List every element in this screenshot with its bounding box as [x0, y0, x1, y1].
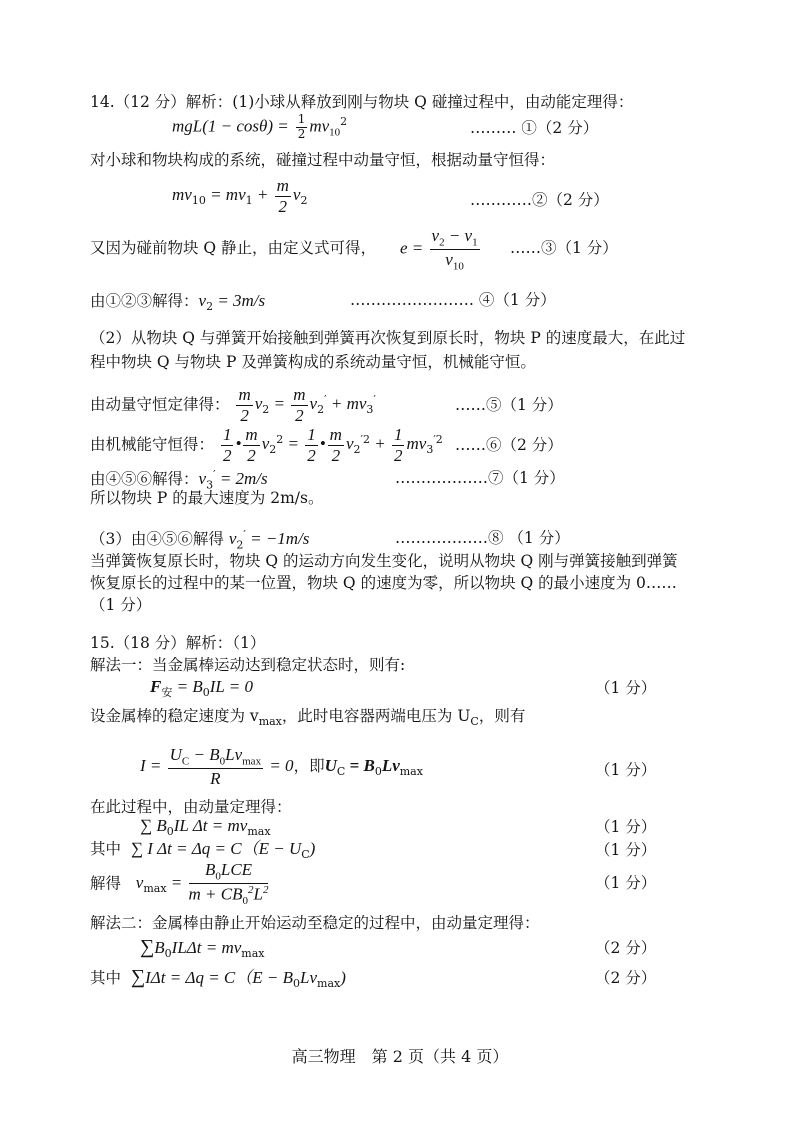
equation-f1: $F_安 = B_0IL = 0$ — [150, 677, 253, 700]
q15-method2: 解法二：金属棒由静止开始运动至稳定的过程中，由动量定理得： — [90, 914, 540, 932]
q15-intro: 15.（18 分）解析：（1） — [90, 634, 266, 652]
equation-3: e = $\frac{v_2 - v_1}{v_{10}}$ — [400, 226, 478, 273]
q14-momentum-law: 由动量守恒定律得： $\frac{m}{2}$ $v_2$ = $\frac{m}{2}$ $v_2' + mv_3'$ — [90, 385, 376, 425]
q14-part2-line2: 程中物块 Q 与物块 P 及弹簧构成的系统动量守恒，机械能守恒。 — [90, 353, 536, 371]
equation-2: $mv_{10} = mv_1$ + $\frac{m}{2}$ $v_2$ — [172, 176, 308, 216]
score-mark-4: …………………… ④（1 分） — [350, 291, 556, 309]
q14-solve-line: 由①②③解得：$v_2 = 3m/s$ — [90, 291, 266, 314]
score-mark-f7: （2 分） — [595, 969, 657, 987]
score-mark-5: ……⑤（1 分） — [455, 396, 563, 414]
q14-part2-line1: （2）从物块 Q 与弹簧开始接触到弹簧再次恢复到原长时，物块 P 的速度最大，在此过 — [90, 329, 686, 347]
score-mark-1: ……… ①（2 分） — [470, 119, 599, 137]
q14-part3-text2: 恢复原长的过程中的某一位置，物块 Q 的速度为零，所以物块 Q 的最小速度为 0…… — [90, 574, 677, 592]
q15-method1: 解法一：当金属棒运动达到稳定状态时，则有: — [90, 656, 406, 674]
score-mark-8: ………………⑧ （1 分） — [395, 529, 570, 547]
score-mark-2: …………②（2 分） — [470, 191, 609, 209]
q14-part3-text3: （1 分） — [90, 596, 152, 614]
score-mark-6: ……⑥（2 分） — [455, 436, 563, 454]
score-mark-f5: （1 分） — [595, 874, 657, 892]
score-mark-7: ………………⑦（1 分） — [395, 469, 565, 487]
q14-max-speed: 所以物块 P 的最大速度为 2m/s。 — [90, 489, 324, 507]
q15-vmax-text: 设金属棒的稳定速度为 $v_{max}$，此时电容器两端电压为 $U_C$，则有 — [90, 707, 526, 729]
q14-part3-text1: 当弹簧恢复原长时，物块 Q 的运动方向发生变化，说明从物块 Q 刚与弹簧接触到弹簧 — [90, 552, 678, 570]
score-mark-f6: （2 分） — [595, 939, 657, 957]
equation-f3: ∑ $B_0IL$ $\Delta t = mv_{max}$ — [140, 816, 271, 839]
equation-f7: 其中 $\sum I\Delta t = \Delta q = C(E - B_0Lv_{max})$ — [90, 966, 346, 991]
equation-f5: 解得 $v_{max}$ = $\frac{B_0LCE}{m + CB_0^2L^2}$ — [90, 860, 269, 908]
q14-system-text: 对小球和物块构成的系统，碰撞过程中动量守恒，根据动量守恒得： — [90, 151, 556, 169]
page-footer: 高三物理 第 2 页（共 4 页） — [291, 1047, 509, 1066]
equation-f4: 其中 ∑ I $\Delta t = \Delta q = C(E - U_C)$ — [90, 839, 316, 862]
q14-solve-line-2: 由④⑤⑥解得：$v_3' = 2m/s$ — [90, 468, 268, 492]
score-mark-f2: （1 分） — [595, 761, 657, 779]
score-mark-3: ……③（1 分） — [510, 239, 618, 257]
q14-intro: 14.（12 分）解析：(1)小球从释放到刚与物块 Q 碰撞过程中，由动能定理得： — [90, 93, 634, 111]
score-mark-f1: （1 分） — [595, 679, 657, 697]
q14-energy-law: 由机械能守恒得： $\frac{1}{2}$ • $\frac{m}{2}$ $v_2^2$ = $\frac{1}{2}$ • $\frac{m}{2}$ $v_2^{'2}$ + $\frac{1}{2}$ $mv_3^{'2}$ — [90, 425, 443, 465]
q14-definition-text: 又因为碰前物块 Q 静止，由定义式可得， — [90, 239, 377, 257]
q15-in-process: 在此过程中，由动量定理得： — [90, 798, 292, 816]
q14-part3-line: （3）由④⑤⑥解得 $v_2' = -1m/s$ — [90, 528, 310, 552]
score-mark-f4: （1 分） — [595, 841, 657, 859]
equation-f2: I = $\frac{U_C - B_0Lv_{max}}{R}$ = 0，即$U_C = B_0Lv_{max}$ — [140, 745, 423, 789]
score-mark-f3: （1 分） — [595, 818, 657, 836]
equation-f6: $\sum B_0IL\Delta t = mv_{max}$ — [140, 936, 265, 961]
equation-1: mgL(1 − cosθ) = $\frac{1}{2}$ $mv_{10}^2$ — [172, 112, 348, 141]
